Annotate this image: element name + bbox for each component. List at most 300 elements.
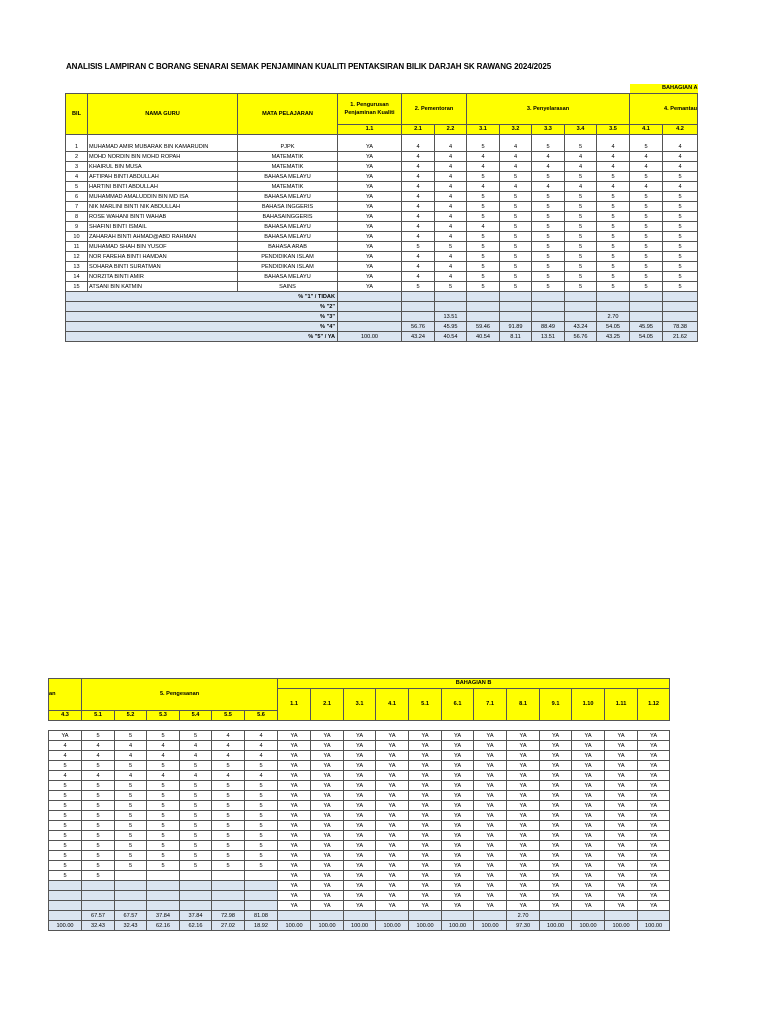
table-cell: 5 <box>212 811 245 821</box>
table-cell: 5 <box>115 831 147 841</box>
table-cell: YA <box>278 791 311 801</box>
summary-cell <box>409 911 442 921</box>
table-cell: MOHD NORDIN BIN MOHD ROPAH <box>88 152 238 162</box>
header-bil: BIL <box>66 94 88 135</box>
table-cell: YA <box>638 781 670 791</box>
table-cell: YA <box>572 891 605 901</box>
table-cell: 5 <box>597 242 630 252</box>
table-cell: YA <box>638 841 670 851</box>
table-cell: YA <box>311 811 344 821</box>
table-cell: BAHASA MELAYU <box>238 222 338 232</box>
table-cell: YA <box>338 252 402 262</box>
table-cell: 4 <box>212 741 245 751</box>
table-cell: 5 <box>597 192 630 202</box>
table-cell: 5 <box>66 182 88 192</box>
table-cell: 4 <box>435 162 467 172</box>
subheader-cell: 3.5 <box>597 125 630 135</box>
table-cell: 5 <box>115 841 147 851</box>
table-cell: YA <box>507 831 540 841</box>
table-cell: 5 <box>82 821 115 831</box>
table-cell: 5 <box>663 232 698 242</box>
table-cell: YA <box>572 821 605 831</box>
table-cell: 5 <box>663 282 698 292</box>
table-cell: YA <box>638 741 670 751</box>
table-cell: YA <box>507 821 540 831</box>
table-cell: 5 <box>500 192 532 202</box>
summary-cell <box>500 312 532 322</box>
table-cell: 5 <box>467 232 500 242</box>
table-cell: 5 <box>82 801 115 811</box>
table-cell: 5 <box>49 861 82 871</box>
table-cell: 5 <box>245 841 278 851</box>
table-cell: 5 <box>180 851 212 861</box>
table-cell: 5 <box>115 781 147 791</box>
table-cell: 5 <box>245 761 278 771</box>
table-cell: 4 <box>597 135 630 152</box>
table-cell: 5 <box>82 791 115 801</box>
table-cell: YA <box>572 801 605 811</box>
table-cell: 5 <box>630 272 663 282</box>
table-cell: YA <box>442 901 474 911</box>
table-cell: YA <box>409 811 442 821</box>
table-cell: 5 <box>147 861 180 871</box>
summary-cell: 54.05 <box>597 322 630 332</box>
table-cell: 5 <box>115 861 147 871</box>
table-cell: 5 <box>212 851 245 861</box>
table-cell: 5 <box>565 262 597 272</box>
table-cell: YA <box>409 881 442 891</box>
table-cell: YA <box>278 731 311 741</box>
table-cell: YA <box>474 741 507 751</box>
table-cell: 5 <box>532 135 565 152</box>
summary-row <box>66 302 698 312</box>
table-cell: 4 <box>49 771 82 781</box>
table-cell: 8 <box>66 212 88 222</box>
table-cell: YA <box>311 761 344 771</box>
summary-cell: 37.84 <box>147 911 180 921</box>
table-cell: 5 <box>245 811 278 821</box>
table-cell: 5 <box>663 272 698 282</box>
summary-cell <box>532 302 565 312</box>
summary-cell: 56.76 <box>402 322 435 332</box>
table-cell: BAHASA MELAYU <box>238 272 338 282</box>
table-cell: YA <box>311 731 344 741</box>
table-cell: MATEMATIK <box>238 152 338 162</box>
summary-cell: 13.51 <box>532 332 565 342</box>
table-cell: 5 <box>467 192 500 202</box>
table-cell: YA <box>278 881 311 891</box>
table-cell: 4 <box>467 222 500 232</box>
table-cell: 5 <box>663 172 698 182</box>
summary-cell <box>630 302 663 312</box>
table-cell: 4 <box>402 272 435 282</box>
table-cell: YA <box>278 761 311 771</box>
page-title: ANALISIS LAMPIRAN C BORANG SENARAI SEMAK PENJAMINAN KUALITI PENTAKSIRAN BILIK DARJAH SK RAWANG 2024/2025 <box>66 62 552 71</box>
table-cell: YA <box>442 731 474 741</box>
table-cell: YA <box>507 801 540 811</box>
table-cell <box>180 891 212 901</box>
table-cell: 4 <box>82 741 115 751</box>
table-cell: MATEMATIK <box>238 162 338 172</box>
table-cell: 13 <box>66 262 88 272</box>
table-cell: YA <box>507 811 540 821</box>
table-cell: YA <box>605 901 638 911</box>
table-cell: YA <box>474 861 507 871</box>
table-cell: YA <box>638 821 670 831</box>
table-cell: YA <box>540 811 572 821</box>
table-cell: 5 <box>630 202 663 212</box>
table-cell: YA <box>376 901 409 911</box>
summary-cell <box>338 302 402 312</box>
summary-cell <box>597 292 630 302</box>
table-cell: YA <box>638 881 670 891</box>
table-cell <box>82 901 115 911</box>
table-cell: YA <box>638 801 670 811</box>
table-cell: 4 <box>630 182 663 192</box>
summary-cell <box>630 292 663 302</box>
summary-cell: 32.43 <box>82 921 115 931</box>
table-cell: YA <box>572 741 605 751</box>
table-cell: YA <box>338 232 402 242</box>
table-cell: 5 <box>500 212 532 222</box>
table-cell: YA <box>572 791 605 801</box>
table-cell: YA <box>572 831 605 841</box>
summary-cell: 45.95 <box>630 322 663 332</box>
table-cell: YA <box>338 222 402 232</box>
table-cell: YA <box>540 821 572 831</box>
summary-cell: 13.51 <box>435 312 467 322</box>
table-cell: YA <box>605 791 638 801</box>
table-cell: YA <box>638 851 670 861</box>
subheader-cell: 8.1 <box>507 689 540 721</box>
table-row <box>66 135 698 152</box>
summary-cell: 100.00 <box>540 921 572 931</box>
table-cell: 5 <box>565 222 597 232</box>
table-cell: YA <box>507 791 540 801</box>
table-row <box>66 242 698 252</box>
table-cell: 4 <box>147 741 180 751</box>
table-cell: YA <box>540 851 572 861</box>
summary-label: % "3" <box>66 312 338 322</box>
summary-cell <box>663 292 698 302</box>
table-cell: YA <box>311 891 344 901</box>
table-cell: 4 <box>435 172 467 182</box>
table-cell: 4 <box>402 152 435 162</box>
table-cell: 5 <box>565 135 597 152</box>
table-cell: 5 <box>212 761 245 771</box>
table-cell: YA <box>409 801 442 811</box>
table-cell: YA <box>605 861 638 871</box>
table-cell: 5 <box>467 272 500 282</box>
table-cell: 4 <box>435 252 467 262</box>
table-cell: YA <box>376 781 409 791</box>
table-row <box>66 152 698 162</box>
subheader-cell: 1.11 <box>605 689 638 721</box>
table-cell: 4 <box>245 741 278 751</box>
subheader-cell: 3.3 <box>532 125 565 135</box>
summary-label: % "1" / TIDAK <box>66 292 338 302</box>
subheader-cell: 9.1 <box>540 689 572 721</box>
table-cell: YA <box>540 781 572 791</box>
table-cell: YA <box>278 861 311 871</box>
table-cell: 5 <box>565 232 597 242</box>
table-cell: YA <box>409 871 442 881</box>
table-row <box>49 731 670 741</box>
subheader-cell: 5.3 <box>147 711 180 721</box>
subheader-cell: 3.1 <box>344 689 376 721</box>
summary-cell <box>435 292 467 302</box>
table-row <box>49 761 670 771</box>
table-cell: YA <box>442 831 474 841</box>
table-cell: YA <box>442 871 474 881</box>
table-cell: 4 <box>180 741 212 751</box>
table-cell: BAHASA MELAYU <box>238 172 338 182</box>
subheader-cell: 2.2 <box>435 125 467 135</box>
table-cell: 4 <box>82 751 115 761</box>
table-cell: 5 <box>597 212 630 222</box>
table-cell: YA <box>507 771 540 781</box>
table-cell: 5 <box>532 262 565 272</box>
table-cell: MUHAMMAD AMALUDDIN BIN MD ISA <box>88 192 238 202</box>
table-cell: YA <box>474 901 507 911</box>
summary-cell <box>638 911 670 921</box>
table-cell: YA <box>376 841 409 851</box>
table-cell: YA <box>442 791 474 801</box>
table-cell: YA <box>338 172 402 182</box>
table-cell <box>212 891 245 901</box>
table-cell: SHAFINI BINTI ISMAIL <box>88 222 238 232</box>
table-cell: YA <box>278 771 311 781</box>
summary-cell: 91.89 <box>500 322 532 332</box>
table-cell: 5 <box>115 761 147 771</box>
table-cell: 5 <box>147 761 180 771</box>
table-cell: 4 <box>630 152 663 162</box>
table-cell: 5 <box>565 252 597 262</box>
table-cell: 5 <box>49 851 82 861</box>
summary-cell: 100.00 <box>409 921 442 931</box>
table-cell: YA <box>474 731 507 741</box>
table-cell: PENDIDIKAN ISLAM <box>238 252 338 262</box>
table-cell: 4 <box>500 135 532 152</box>
table-cell: 5 <box>115 791 147 801</box>
table-cell: YA <box>409 901 442 911</box>
table-cell: 5 <box>500 242 532 252</box>
table-cell: 4 <box>435 232 467 242</box>
table-cell: YA <box>409 861 442 871</box>
summary-row <box>49 921 670 931</box>
table-cell: 5 <box>597 282 630 292</box>
table-cell: HARTINI BINTI ABDULLAH <box>88 182 238 192</box>
summary-cell <box>605 911 638 921</box>
summary-cell <box>630 312 663 322</box>
table-cell: BAHASA ARAB <box>238 242 338 252</box>
table-cell: YA <box>344 881 376 891</box>
table-cell: YA <box>540 831 572 841</box>
table-cell <box>245 881 278 891</box>
summary-cell: 100.00 <box>638 921 670 931</box>
table-cell: 5 <box>49 801 82 811</box>
table-cell: YA <box>474 791 507 801</box>
table-cell: YA <box>572 811 605 821</box>
table-cell: 5 <box>500 252 532 262</box>
table-cell: 3 <box>66 162 88 172</box>
table-bahagian-b <box>48 678 670 931</box>
table-cell: YA <box>376 731 409 741</box>
table-cell: 4 <box>180 771 212 781</box>
table-row <box>49 741 670 751</box>
table-row <box>49 841 670 851</box>
table-cell: YA <box>376 861 409 871</box>
table-cell: 5 <box>212 821 245 831</box>
table-cell: 5 <box>630 172 663 182</box>
table-cell: YA <box>474 821 507 831</box>
summary-cell: 40.54 <box>467 332 500 342</box>
table-row <box>49 751 670 761</box>
table-cell: YA <box>278 821 311 831</box>
table-cell: 5 <box>500 222 532 232</box>
table-cell: YA <box>507 871 540 881</box>
table-cell: 4 <box>49 751 82 761</box>
table-cell: YA <box>572 731 605 741</box>
table-row <box>49 871 670 881</box>
summary-cell: 100.00 <box>311 921 344 931</box>
table-cell: 4 <box>597 182 630 192</box>
table-cell: 4 <box>115 741 147 751</box>
table-row <box>66 192 698 202</box>
table-cell: YA <box>442 821 474 831</box>
table-cell: 5 <box>435 242 467 252</box>
table-cell: YA <box>344 871 376 881</box>
table-cell <box>180 881 212 891</box>
subheader-cell: 5.5 <box>212 711 245 721</box>
table-cell: YA <box>344 861 376 871</box>
table-cell <box>180 901 212 911</box>
table-cell: 5 <box>597 222 630 232</box>
table-cell: 5 <box>180 821 212 831</box>
table-cell: YA <box>507 751 540 761</box>
table-cell: 5 <box>663 222 698 232</box>
table-cell: YA <box>638 791 670 801</box>
summary-cell <box>540 911 572 921</box>
table-cell: 4 <box>565 162 597 172</box>
table-cell: 5 <box>147 841 180 851</box>
table-cell: YA <box>605 831 638 841</box>
subheader-cell: 1.1 <box>338 125 402 135</box>
table-cell: 5 <box>180 831 212 841</box>
table-cell: YA <box>338 262 402 272</box>
table-cell: 1 <box>66 135 88 152</box>
table-cell: 4 <box>435 212 467 222</box>
table-cell: YA <box>376 831 409 841</box>
table-cell: 4 <box>532 162 565 172</box>
table-cell: BAHASA MELAYU <box>238 192 338 202</box>
table-cell: 5 <box>212 781 245 791</box>
table-row <box>49 801 670 811</box>
table-cell <box>82 891 115 901</box>
table-cell: YA <box>540 741 572 751</box>
summary-cell: 100.00 <box>49 921 82 931</box>
table-cell: 5 <box>597 262 630 272</box>
table-cell: YA <box>540 841 572 851</box>
summary-cell <box>565 312 597 322</box>
summary-cell: 59.46 <box>467 322 500 332</box>
summary-cell <box>532 312 565 322</box>
table-cell: 4 <box>532 182 565 192</box>
table-cell: 5 <box>82 731 115 741</box>
table-cell: YA <box>409 771 442 781</box>
table-cell: YA <box>442 811 474 821</box>
summary-cell: 88.49 <box>532 322 565 332</box>
table-cell: YA <box>474 841 507 851</box>
table-cell: NORZITA BINTI AMIR <box>88 272 238 282</box>
table-cell: YA <box>338 272 402 282</box>
table-cell: YA <box>409 781 442 791</box>
table-cell: 4 <box>663 182 698 192</box>
summary-cell: 54.05 <box>630 332 663 342</box>
table-cell: YA <box>278 741 311 751</box>
summary-cell: 27.02 <box>212 921 245 931</box>
table-cell: 4 <box>402 172 435 182</box>
table-cell: 5 <box>532 252 565 262</box>
table-cell: YA <box>344 851 376 861</box>
summary-cell: 62.16 <box>147 921 180 931</box>
table-cell: YA <box>442 861 474 871</box>
table-cell: 5 <box>630 242 663 252</box>
summary-cell: 8.11 <box>500 332 532 342</box>
table-cell: 5 <box>82 861 115 871</box>
table-cell: 5 <box>500 202 532 212</box>
table-cell: 5 <box>565 202 597 212</box>
table-cell: YA <box>311 791 344 801</box>
table-cell: 5 <box>663 192 698 202</box>
table-cell: 5 <box>467 252 500 262</box>
summary-cell <box>474 911 507 921</box>
table-cell: YA <box>442 801 474 811</box>
table-cell: 5 <box>180 861 212 871</box>
table-cell: 4 <box>147 751 180 761</box>
table-cell: YA <box>638 761 670 771</box>
summary-cell <box>467 302 500 312</box>
table-cell: YA <box>540 861 572 871</box>
table-cell: 4 <box>49 741 82 751</box>
subheader-cell: 5.2 <box>115 711 147 721</box>
summary-cell: 78.38 <box>663 322 698 332</box>
table-cell: 4 <box>597 162 630 172</box>
table-cell: YA <box>338 152 402 162</box>
table-cell: 5 <box>180 841 212 851</box>
table-cell: 5 <box>532 192 565 202</box>
table-cell: YA <box>474 871 507 881</box>
table-cell: 5 <box>532 242 565 252</box>
table-cell: YA <box>442 741 474 751</box>
table-cell <box>49 901 82 911</box>
table-cell: 5 <box>82 761 115 771</box>
table-cell: 5 <box>49 831 82 841</box>
summary-cell <box>338 322 402 332</box>
table-cell: YA <box>376 851 409 861</box>
summary-cell <box>663 312 698 322</box>
table-cell: YA <box>638 891 670 901</box>
table-cell: YA <box>278 851 311 861</box>
table-cell <box>212 871 245 881</box>
table-cell: YA <box>344 731 376 741</box>
table-cell: YA <box>605 881 638 891</box>
table-cell: 4 <box>180 751 212 761</box>
table-cell: MUHAMAD AMIR MUBARAK BIN KAMARUDIN <box>88 135 238 152</box>
table-cell: 4 <box>500 162 532 172</box>
table-cell: 4 <box>402 252 435 262</box>
table-cell: 5 <box>663 262 698 272</box>
